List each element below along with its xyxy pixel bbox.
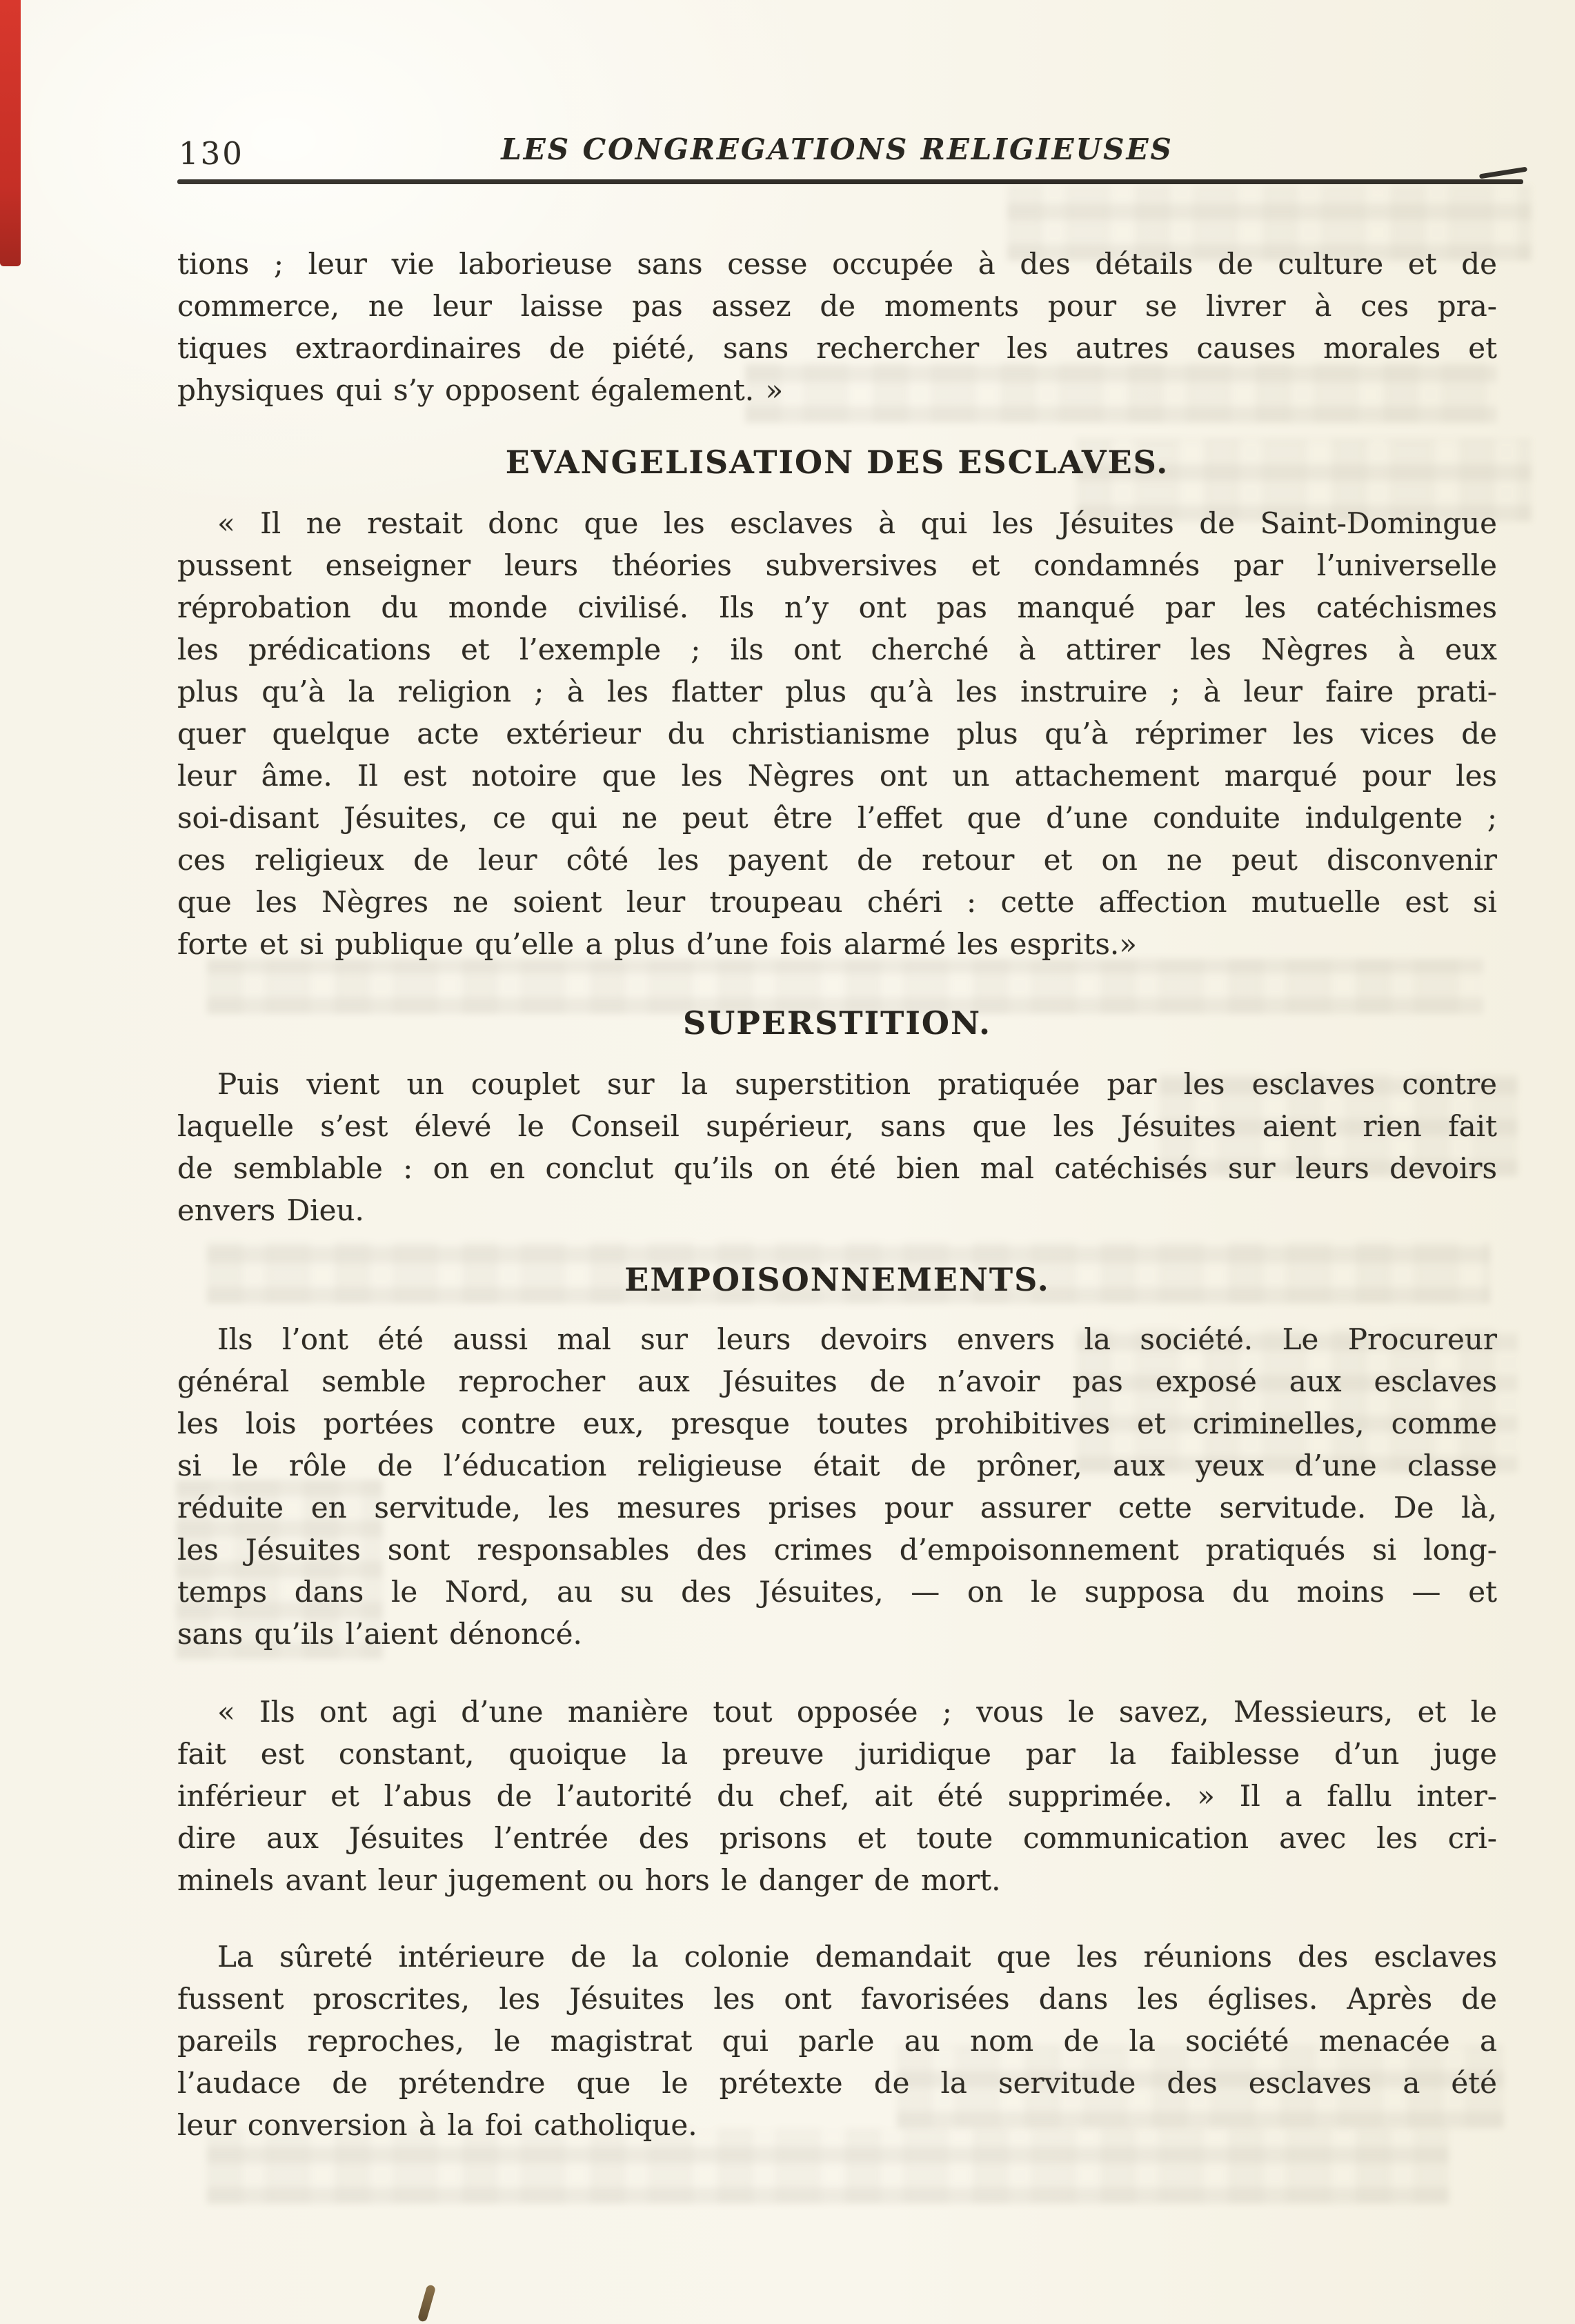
section-heading-empoisonnements: EMPOISONNEMENTS. [624,1261,1050,1298]
text-line: leur conversion à la foi catholique. [177,2108,697,2142]
page-number: 130 [179,135,244,172]
pen-mark [417,2284,436,2322]
text-line: fait est constant, quoique la preuve juridique par la faiblesse d’un juge [177,1737,1497,1771]
text-line: La sûreté intérieure de la colonie demandait que les réunions des esclaves [217,1940,1497,1974]
text-line: les prédications et l’exemple ; ils ont cherché à attirer les Nègres à eux [177,633,1497,666]
paragraph-empoisonnements-3 [177,1936,1497,2146]
text-line: si le rôle de l’éducation religieuse était de prôner, aux yeux d’une classe [177,1449,1497,1482]
text-line: réprobation du monde civilisé. Ils n’y ont pas manqué par les catéchismes [177,590,1497,624]
paragraph-empoisonnements-2 [177,1691,1497,1901]
text-line: de semblable : on en conclut qu’ils on été bien mal catéchisés sur leurs devoirs [177,1151,1497,1185]
text-line: Puis vient un couplet sur la superstition pratiquée par les esclaves contre [217,1067,1497,1101]
text-line: temps dans le Nord, au su des Jésuites, — on le supposa du moins — et [177,1575,1497,1609]
text-line: général semble reprocher aux Jésuites de n’avoir pas exposé aux esclaves [177,1364,1497,1398]
section-heading-superstition: SUPERSTITION. [682,1004,992,1042]
text-line: « Il ne restait donc que les esclaves à qui les Jésuites de Saint-Domingue [217,506,1497,540]
red-edge-mark [0,0,21,266]
text-line: laquelle s’est élevé le Conseil supérieur, sans que les Jésuites aient rien fait [177,1109,1497,1143]
page-header [177,132,1497,172]
text-line: les Jésuites sont responsables des crimes d’empoisonnement pratiqués si long- [177,1533,1497,1567]
running-title: LES CONGREGATIONS RELIGIEUSES [501,132,1173,166]
text-line: les lois portées contre eux, presque toutes prohibitives et criminelles, comme [177,1407,1497,1440]
text-line: Ils l’ont été aussi mal sur leurs devoirs envers la société. Le Procureur [217,1322,1497,1356]
paragraph-continuation [177,243,1497,411]
text-line: envers Dieu. [177,1193,364,1227]
text-line: l’audace de prétendre que le prétexte de la servitude des esclaves a été [177,2066,1497,2100]
text-line: forte et si publique qu’elle a plus d’une fois alarmé les esprits.» [177,927,1137,961]
text-line: physiques qui s’y opposent également. » [177,373,784,407]
paragraph-evangelisation [177,502,1497,965]
text-line: fussent proscrites, les Jésuites les ont favorisées dans les églises. Après de [177,1982,1497,2016]
text-line: réduite en servitude, les mesures prises pour assurer cette servitude. De là, [177,1491,1497,1524]
text-line: plus qu’à la religion ; à les flatter plus qu’à les instruire ; à leur faire prati- [177,675,1497,708]
text-line: pareils reproches, le magistrat qui parle au nom de la société menacée a [177,2024,1497,2058]
text-line: commerce, ne leur laisse pas assez de moments pour se livrer à ces pra- [177,289,1497,323]
text-line: soi-disant Jésuites, ce qui ne peut être l’effet que d’une conduite indulgente ; [177,801,1497,835]
text-line: pussent enseigner leurs théories subversives et condamnés par l’universelle [177,548,1497,582]
text-line: sans qu’ils l’aient dénoncé. [177,1617,582,1651]
section-heading-evangelisation: EVANGELISATION DES ESCLAVES. [505,444,1169,481]
paragraph-superstition [177,1063,1497,1231]
text-line: ces religieux de leur côté les payent de retour et on ne peut disconvenir [177,843,1497,877]
text-line: inférieur et l’abus de l’autorité du chef, ait été supprimée. » Il a fallu inter- [177,1779,1497,1813]
text-line: « Ils ont agi d’une manière tout opposée ; vous le savez, Messieurs, et le [217,1695,1497,1729]
text-line: que les Nègres ne soient leur troupeau chéri : cette affection mutuelle est si [177,885,1497,919]
text-line: leur âme. Il est notoire que les Nègres ont un attachement marqué pour les [177,759,1497,793]
text-line: minels avant leur jugement ou hors le danger de mort. [177,1863,1001,1897]
header-rule [177,179,1523,184]
text-line: quer quelque acte extérieur du christianisme plus qu’à réprimer les vices de [177,717,1497,751]
text-column [177,0,1497,2146]
paragraph-empoisonnements-1 [177,1318,1497,1655]
text-line: tions ; leur vie laborieuse sans cesse occupée à des détails de culture et de [177,247,1497,281]
text-line: tiques extraordinaires de piété, sans rechercher les autres causes morales et [177,331,1497,365]
text-line: dire aux Jésuites l’entrée des prisons et toute communication avec les cri- [177,1821,1497,1855]
